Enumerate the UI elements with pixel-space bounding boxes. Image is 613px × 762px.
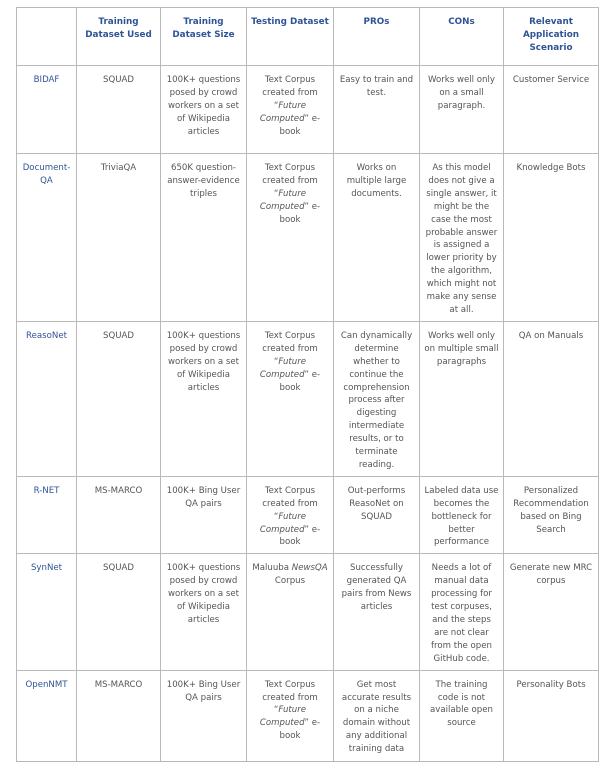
- cons-cell: The training code is not available open source: [420, 670, 504, 761]
- testing-prefix: Text Corpus created from “: [262, 330, 318, 367]
- pros-cell: Successfully generated QA pairs from News articles: [334, 554, 420, 670]
- cons-cell: As this model does not give a single answer, it might be the case the most probable answer is assigned a lower priority by the algorithm, which might not make any sense at all.: [420, 154, 504, 322]
- scenario-cell: Customer Service: [504, 66, 599, 154]
- testing-dataset-cell: [247, 476, 334, 554]
- training-size-cell: 100K+ questions posed by crowd workers on a set of Wikipedia articles: [161, 66, 247, 154]
- testing-prefix: Text Corpus created from “: [262, 163, 318, 199]
- model-name: R-NET: [17, 476, 77, 554]
- table-row: [17, 154, 599, 322]
- training-dataset-cell: SQUAD: [77, 321, 161, 476]
- scenario-cell: Personality Bots: [504, 670, 599, 761]
- table-row: [17, 554, 599, 670]
- training-dataset-cell: SQUAD: [77, 554, 161, 670]
- testing-title: Future Computed: [259, 511, 307, 535]
- testing-prefix: Text Corpus created from “: [262, 485, 318, 522]
- pros-cell: Can dynamically determine whether to continue the comprehension process after digesting intermediate results, or to terminate reading.: [334, 321, 420, 476]
- model-name: Document-QA: [17, 154, 77, 322]
- cons-cell: Works well only on multiple small paragraphs: [420, 321, 504, 476]
- header-training-size: Training Dataset Size: [161, 8, 247, 66]
- model-name: ReasoNet: [17, 321, 77, 476]
- scenario-cell: Generate new MRC corpus: [504, 554, 599, 670]
- testing-title: Future Computed: [259, 188, 307, 212]
- table-row: [17, 321, 599, 476]
- training-size-cell: 100K+ questions posed by crowd workers on a set of Wikipedia articles: [161, 321, 247, 476]
- header-cons: CONs: [420, 8, 504, 66]
- header-row: [17, 8, 599, 66]
- model-name: SynNet: [17, 554, 77, 670]
- testing-prefix: Text Corpus created from “: [262, 75, 318, 111]
- testing-prefix: Maluuba: [252, 563, 292, 574]
- training-dataset-cell: MS-MARCO: [77, 670, 161, 761]
- pros-cell: Get most accurate results on a niche domain without any additional training data: [334, 670, 420, 761]
- testing-title: NewsQA: [291, 563, 328, 574]
- testing-suffix: ” e-book: [279, 524, 321, 548]
- testing-suffix: ” e-book: [279, 201, 321, 225]
- testing-suffix: ” e-book: [279, 113, 321, 137]
- header-model: [17, 8, 77, 66]
- cons-cell: Works well only on a small paragraph.: [420, 66, 504, 154]
- training-dataset-cell: SQUAD: [77, 66, 161, 154]
- header-testing-dataset: Testing Dataset: [247, 8, 334, 66]
- table-row: [17, 476, 599, 554]
- testing-dataset-cell: [247, 554, 334, 670]
- header-training-dataset: Training Dataset Used: [77, 8, 161, 66]
- testing-dataset-cell: [247, 66, 334, 154]
- training-dataset-cell: MS-MARCO: [77, 476, 161, 554]
- testing-title: Future Computed: [259, 705, 307, 729]
- training-size-cell: 100K+ questions posed by crowd workers on a set of Wikipedia articles: [161, 554, 247, 670]
- comparison-table-container: [16, 7, 598, 762]
- testing-title: Future Computed: [259, 356, 307, 380]
- testing-suffix: ” e-book: [279, 369, 321, 393]
- cons-cell: Labeled data use becomes the bottleneck for better performance: [420, 476, 504, 554]
- table-row: [17, 66, 599, 154]
- model-name: OpenNMT: [17, 670, 77, 761]
- testing-prefix: Text Corpus created from “: [262, 679, 318, 716]
- training-dataset-cell: TriviaQA: [77, 154, 161, 322]
- scenario-cell: QA on Manuals: [504, 321, 599, 476]
- testing-suffix: ” e-book: [279, 718, 321, 742]
- testing-dataset-cell: [247, 154, 334, 322]
- testing-dataset-cell: [247, 321, 334, 476]
- pros-cell: Out-performs ReasoNet on SQUAD: [334, 476, 420, 554]
- header-pros: PROs: [334, 8, 420, 66]
- scenario-cell: Knowledge Bots: [504, 154, 599, 322]
- model-name: BIDAF: [17, 66, 77, 154]
- training-size-cell: 100K+ Bing User QA pairs: [161, 670, 247, 761]
- mrc-comparison-table: [16, 7, 599, 762]
- training-size-cell: 100K+ Bing User QA pairs: [161, 476, 247, 554]
- cons-cell: Needs a lot of manual data processing for test corpuses, and the steps are not clear from the open GitHub code.: [420, 554, 504, 670]
- testing-suffix: Corpus: [274, 576, 306, 587]
- scenario-cell: Personalized Recommendation based on Bing Search: [504, 476, 599, 554]
- pros-cell: Works on multiple large documents.: [334, 154, 420, 322]
- training-size-cell: 650K question-answer-evidence triples: [161, 154, 247, 322]
- header-scenario: Relevant Application Scenario: [504, 8, 599, 66]
- testing-title: Future Computed: [259, 100, 307, 124]
- table-row: [17, 670, 599, 761]
- testing-dataset-cell: [247, 670, 334, 761]
- pros-cell: Easy to train and test.: [334, 66, 420, 154]
